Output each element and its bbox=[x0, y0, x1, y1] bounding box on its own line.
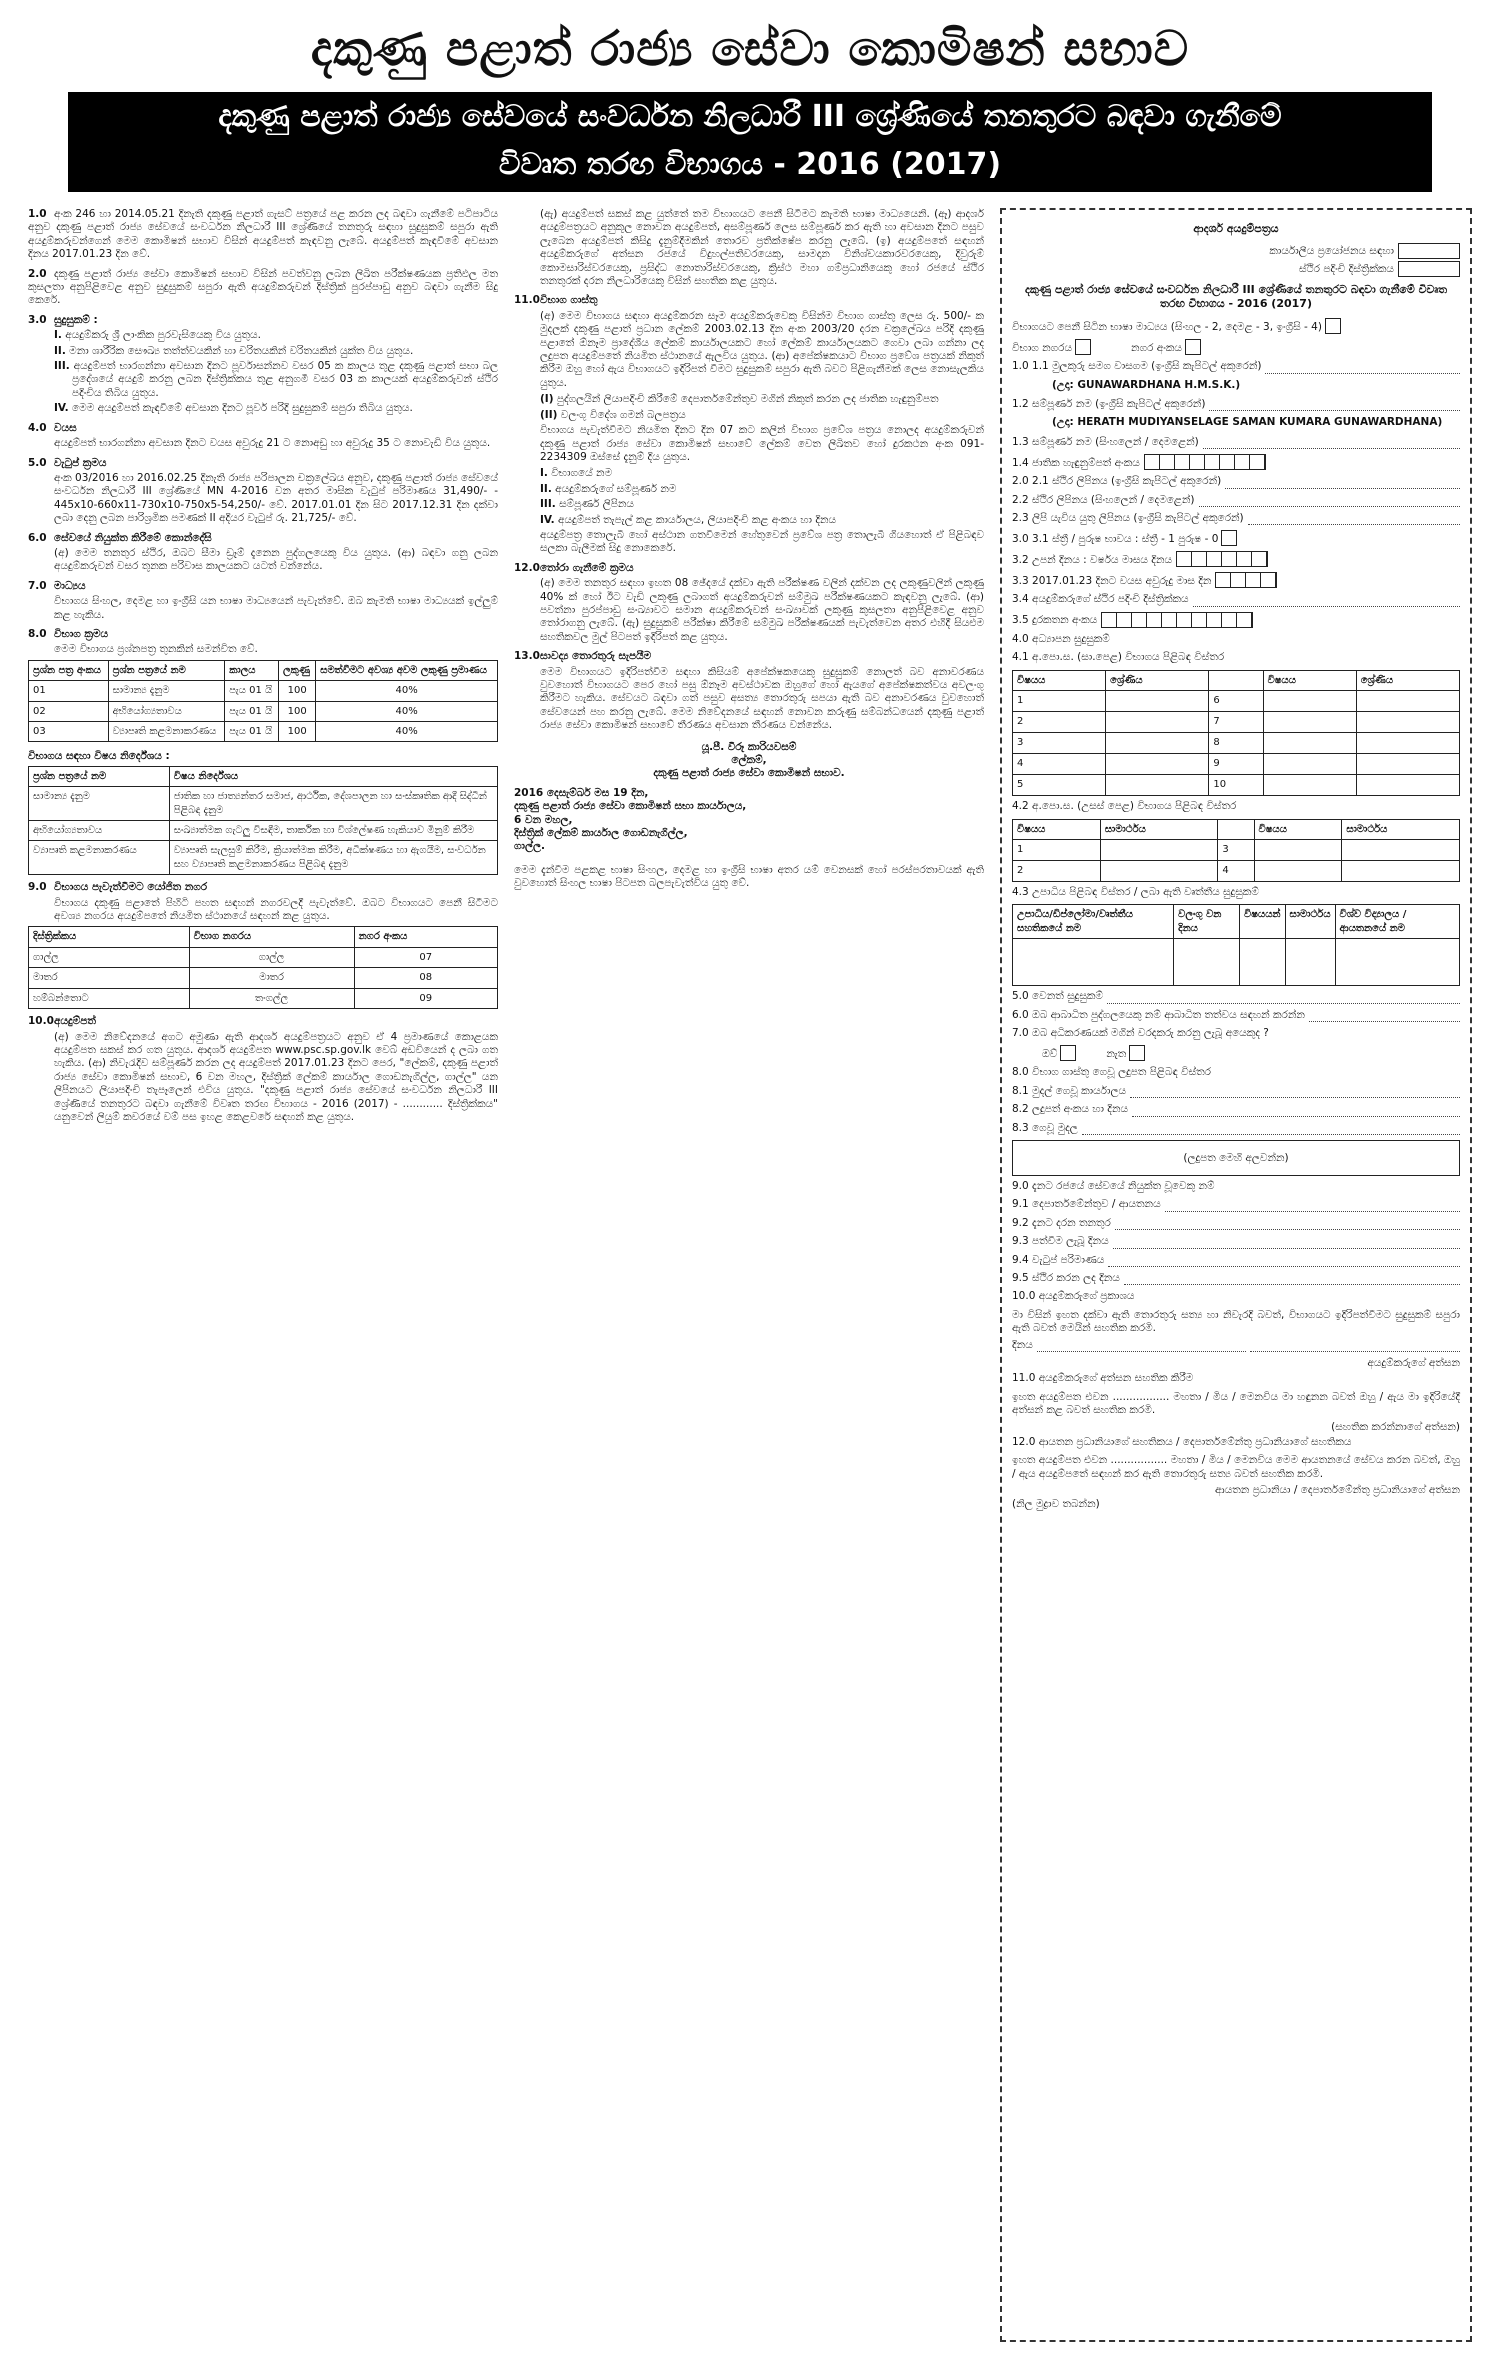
city-table: දිස්ත්‍රික්කය විභාග නගරය නගර අංකය ගාල්ල ගාල්ල 07 මාතර මාතර 08 හම්බන්තොට තංගල්ල 09 bbox=[28, 926, 498, 1009]
section-7-medium: 7.0 මාධ්‍යය විභාගය සිංහල, දෙමළ හා ඉංග්‍රීසි යන භාෂා මාධ්‍යයෙන් පැවැත්වේ. ඔබ කැමති භාෂා මාධ්‍යයක් ඉල්ලුම් කළ හැකිය. bbox=[28, 579, 498, 621]
column-1 bbox=[28, 208, 498, 2342]
section-10-applications: 10.0අයදුම්පත් (අ) මෙම නිවේදනයේ අගට අමුණා ඇති ආදර්ශ අයදුම්පත්‍රයට අනුව ඒ 4 ප්‍රමාණයේ කොළයක අයදුම්පත සකස් කර ගත යුතුය. ආදර්ශ අයදුම්පත www.psc.sp.gov.lk වෙබ් අඩවියෙන් ද ලබා ගත හැකිය. (ආ) නිවැරැදිව සම්පූර්ණ කරන ලද අයදුම්පත් 2017.01.23 දිනට පෙර, "ලේකම්, දකුණු පළාත් රාජ්‍ය සේවා කොමිෂන් සභාව, 6 වන මහල, දිස්ත්‍රික් ලේකම් කාර්යාල ගොඩනැගිල්ල, ගාල්ල" යන ලිපිනයට ලියාපදිංචි තැපෑලෙන් එවිය යුතුය. "දකුණු පළාත් රාජ්‍ය සේවයේ සංවර්ධන නිලධාරී III ශ්‍රේණියේ තනතුරට බඳවා ගැනීමේ විවෘත තරඟ විභාගය - 2016 (2017) - ............ දිස්ත්‍රික්කය" යනුවෙන් ලියුම් කවරයේ වම් පස ඉහළ කෙළවරේ සඳහන් කළ යුතුය. bbox=[28, 1015, 498, 1123]
list-item: IV. අයදුම්පත් තැපැල් කළ කාර්යාලය, ලියාපදිංචි කළ අංකය හා දිනය bbox=[540, 513, 837, 526]
receipt-paste-area[interactable]: (ලදුපත මෙහි අලවන්න) bbox=[1012, 1140, 1460, 1176]
column-2 bbox=[514, 208, 984, 2342]
district-box[interactable] bbox=[1398, 261, 1460, 277]
table-row: අභියෝග්‍යතාවය සංඛ්‍යාත්මක ගැටලු විසඳීම, තාර්කික හා විශ්ලේෂණ හැකියාව මිනුම් කිරීම bbox=[29, 821, 498, 841]
medium-box[interactable] bbox=[1325, 318, 1341, 334]
list-item: III. අයදුම්පත් භාරගන්නා අවසාන දිනට පූර්වාසන්නව වසර 05 ක කාලය තුළ දකුණු පළාත් සභා බල ප්‍රදේශයේ අයදුම් කරනු ලබන දිස්ත්‍රික්කය තුළ අනුගමී වසර 03 ක කාලයක් අයදුම්කරුවන් ස්ථිර පදිංචිය තිබිය යුතුය. bbox=[54, 360, 498, 399]
table-row: ගාල්ල ගාල්ල 07 bbox=[29, 947, 498, 967]
surname-field[interactable] bbox=[1265, 363, 1460, 374]
address-en-field[interactable] bbox=[1225, 478, 1460, 489]
other-qualifications-field[interactable] bbox=[1107, 993, 1460, 1004]
notice-title-line2: විවෘත තරඟ විභාගය - 2016 (2017) bbox=[498, 147, 1002, 182]
postal-address-field[interactable] bbox=[1248, 514, 1460, 525]
section-11-fees: 11.0විභාග ගාස්තු (අ) මෙම විභාගය සඳහා අයදුම්කරන සෑම අයදුම්කරුවෙකු විසින්ම විභාග ගාස්තු ලෙස රු. 500/- ක මුදලක් දකුණු පළාත් ප්‍රධාන ලේකම් 2003.02.13 දින අංක 2003/20 දරන චක්‍රලේඛය පරිදි දකුණු පළාතේ ඕනෑම ප්‍රාදේශීය ලේකම් කාර්යාලයකට හෝ ලේකම් කාර්යාලයකට ගෙවා ලබා ගන්නා ලද ලදුපත අයදුම්පතේ නියමිත ස්ථානයේ ඇලවිය යුතුය. (ආ) අපේක්ෂකයාට විභාග ප්‍රවේශ පත්‍රයක් නිකුත් කිරීම ඔහු හෝ ඇය විභාගයට ඉදිරිපත් වීමට සුදුසුකම් සපුරා ඇති බවට පිළිගැනීමක් ලෙස නොසැලකිය යුතුය. (I) පුද්ගලයින් ලියාපදිංචි කිරීමේ දෙපාර්තමේන්තුව මගින් නිකුත් කරන ලද ජාතික හැඳුනුම්පත (II) වලංගු විදේශ ගමන් බලපත්‍රය විභාගය පැවැත්වීමට නියමිත දිනට දින 07 කට කලින් විභාග ප්‍රවේශ පත්‍රය නොලද අයදුම්කරුවන් දකුණු පළාත් රාජ්‍ය සේවා කොමිෂන් සභාවේ ලේකම් වෙත ලිඛිතව හෝ දුරකථන අංක 091-2234309 ඔස්සේ දැනුම් දිය යුතුය. I. විභාගයේ නම II. අයදුම්කරුගේ සම්පූර්ණ නම III. සම්පූර්ණ ලිපිනය IV. අයදුම්පත් තැපැල් කළ කාර්යාලය, ලියාපදිංචි කළ අංකය හා දිනය අයදුම්පත්‍ර තොලැබී හෝ අස්ථාන ගතවීමෙන් හේතුවෙන් ප්‍රවේශ පත්‍ර තොලැබී ගියහොත් ඒ පිළිබඳව සලකා බැලීමක් සිදු නොකෙරේ. bbox=[514, 294, 984, 555]
fullname-sinhala-field[interactable] bbox=[1203, 438, 1460, 449]
fee-amount-field[interactable] bbox=[1082, 1124, 1460, 1135]
department-field[interactable] bbox=[1165, 1201, 1460, 1212]
al-results-table: විෂයය සාමාර්ථය විෂයය සාමාර්ථය 1 3 2 4 bbox=[1012, 819, 1460, 882]
section-10-continued: (ඇ) අයදුම්පත් සකස් කළ යුත්තේ තම විභාගයට පෙනී සිටීමට කැමති භාෂා මාධ්‍යයෙනි. (ඈ) ආදර්ශ අයදුම්පත්‍රයට අනුකූල නොවන අයදුම්පත්, අසම්පූර්ණ ලෙස සම්පූර්ණ කර ඇති හා අවසාන දිනට පසුව ලැබෙන අයදුම්පත් කිසිදු දැනුම්දීමකින් තොරව ප්‍රතික්ෂේප කරනු ලැබේ. (ඉ) අයදුම්පතේ සඳහන් අයදුම්කරුගේ අත්සන රජයේ විදුහල්පතිවරයෙකු, සාමදාන විනිශ්චයකාරවරයෙකු, දිවුරුම් කොමසාරිස්වරයෙකු, ප්‍රසිද්ධ නොතාරිස්වරයෙකු, ක්‍රිස්ථ මහා ගම්ප්‍රධානියෙකු හෝ රජයේ ස්ථිර තනතුරක් දරන නිලධාරියෙකු විසින් සහතික කළ යුතුය. bbox=[540, 208, 984, 288]
table-row[interactable]: 1 3 bbox=[1013, 839, 1460, 860]
city-number-box[interactable] bbox=[1185, 339, 1201, 355]
section-4-age: 4.0 වයස අයදුම්පත් භාරගන්නා අවසාන දිනට වයස අවුරුදු 21 ට නොඅඩු හා අවුරුදු 35 ට නොවැඩි විය යුතුය. bbox=[28, 421, 491, 450]
table-row: 03 ව්‍යාපෘති කළමනාකරණය පැය 01 යි 100 40% bbox=[29, 722, 498, 742]
district-field[interactable] bbox=[1193, 596, 1460, 607]
table-row: මාතර මාතර 08 bbox=[29, 968, 498, 988]
applicant-signature-field[interactable] bbox=[1250, 1341, 1460, 1352]
conviction-no-box[interactable] bbox=[1129, 1045, 1145, 1061]
current-post-field[interactable] bbox=[1115, 1219, 1460, 1230]
nic-boxes[interactable] bbox=[1144, 454, 1266, 470]
table-row[interactable] bbox=[1013, 939, 1460, 986]
org-title: දකුණු පළාත් රාජ්‍ය සේවා කොමිෂන් සභාව bbox=[310, 21, 1190, 77]
section-8-exam: 8.0 විභාග ක්‍රමය මෙම විභාගය ප්‍රශ්නපත්‍ර තුනකින් සමන්විත වේ. ප්‍රශ්න පත්‍ර අංකය ප්‍රශ්න පත්‍රයේ නම කාලය ලකුණු සමත්වීමට අවශ්‍ය අවම ලකුණු ප්‍රමාණය 01 සාමාන්‍ය දැනුම පැය 01 යි 100 40% 02 අභියෝග්‍යතාවය පැය 01 යි 100 40% 03 ව්‍යාපෘති කළමනාකරණය පැය 01 යි 100 40% විභාගය සඳහා විෂය නිර්දේශය : ප්‍රශ්න පත්‍රයේ නම විෂය නිර්දේශය සාමාන්‍ය දැනුම ජාතික හා ජාත්‍යන්තර සමාජ, ආර්ථික, දේශපාලන හා සංස්කෘතික ආදී සිද්ධීන් පිළිබඳ දැනුම අභියෝග්‍යතාවය සංඛ්‍යාත්මක ගැටලු විසඳීම, තාර්කික හා විශ්ලේෂණ හැකියාව මිනුම් කිරීම ව්‍යාපෘති කළමනාකරණය ව්‍යාපෘති සැලසුම් කිරීම, ක්‍රියාත්මක කිරීම, අධීක්ෂණය හා ඇගයීම, සංවර්ධන සහ ව්‍යාපෘති කළමනාකරණය පිළිබඳ දැනුම bbox=[28, 628, 498, 875]
city-box[interactable] bbox=[1075, 339, 1091, 355]
fee-office-field[interactable] bbox=[1130, 1087, 1460, 1098]
list-item: III. සම්පූර්ණ ලිපිනය bbox=[540, 498, 634, 511]
address-si-field[interactable] bbox=[1199, 496, 1460, 507]
office-address: 2016 දෙසැම්බර් මස 19 දින, දකුණු පළාත් රාජ්‍ය සේවා කොමිෂන් සභා කාර්යාලය, 6 වන මහල, දිස්ත්‍රික් ලේකම් කාර්යාල ගොඩනැගිල්ල, ගාල්ල. bbox=[514, 786, 747, 853]
disability-field[interactable] bbox=[1309, 1011, 1460, 1022]
receipt-number-field[interactable] bbox=[1132, 1106, 1460, 1117]
list-item: II. අයදුම්කරුගේ සම්පූර්ණ නම bbox=[540, 482, 677, 495]
form-title: දකුණු පළාත් රාජ්‍ය සේවයේ සංවර්ධන නිලධාරී III ශ්‍රේණියේ තනතුරට බඳවා ගැනීමේ විවෘත තරඟ විභාගය - 2016 (2017) bbox=[1024, 283, 1448, 310]
table-row: හම්බන්තොට තංගල්ල 09 bbox=[29, 988, 498, 1008]
section-13-false-info: 13.0සාවද්‍ය තොරතුරු සැපයීම මෙම විභාගයට ඉදිරිපත්වීම සඳහා කිසියම් අපේක්ෂකයෙකු සුදුසුකම් නොලත් බව අනාවරණය වුවහොත් විභාගයට පෙර හෝ පසු ඕනෑම අවස්ථාවක ඔහුගේ හෝ ඇයගේ අපේක්ෂකත්වය අවලංගු කිරීමට හැකිය. සේවයට බඳවා ගත් පසුව අසත්‍ය තොරතුරු සපයා ඇති බව අනාවරණය වුවහොත් සේවයෙන් පහ කරනු ලැබේ. මෙම නිවේදනයේ සඳහන් නොවන කරුණු සම්බන්ධයෙන් දකුණු පළාත් රාජ්‍ය සේවා කොමිෂන් සභාවේ තීරණය අවසාන තීරණය වන්නේය. bbox=[514, 650, 984, 732]
section-6-conditions: 6.0 සේවයේ නියුක්ත කිරීමේ කොන්දේසි (අ) මෙම තනතුර ස්ථිර, ඔබට සීමා ඩ්‍රෑම් දැනෙන පුද්ගලයෙකු විය යුතුය. (ආ) බඳවා ගනු ලබන අයදුම්කරුවන් වසර තුනක පරිවාස කාලයකට යටත් වන්නේය. bbox=[28, 531, 498, 573]
age-boxes[interactable] bbox=[1215, 572, 1277, 588]
table-row[interactable]: 3 8 bbox=[1013, 733, 1460, 754]
list-item: I. අයදුම්කරු ශ්‍රී ලාංකික පුරවැසියෙකු විය යුතුය. bbox=[54, 329, 261, 342]
section-3-qualifications: 3.0 සුදුසුකම් : I. අයදුම්කරු ශ්‍රී ලාංකික පුරවැසියෙකු විය යුතුය. II. මනා ශාරීරික සෞඛ්‍ය තත්ත්වයකින් හා චරිතයකින් වරිතයකින් යුක්ත විය යුතුය. III. අයදුම්පත් භාරගන්නා අවසාන දිනට පූර්වාසන්නව වසර 05 ක කාලය තුළ දකුණු පළාත් සභා බල ප්‍රදේශයේ අයදුම් කරනු ලබන දිස්ත්‍රික්කය තුළ අනුගමී වසර 03 ක කාලයක් අයදුම්කරුවන් ස්ථිර පදිංචිය තිබිය යුතුය. IV. මෙම අයදුම්පත් කැඳවීමේ අවසාන දිනට පූර්ව පරිදි සුදුසුකම් සපුරා තිබිය යුතුය. bbox=[28, 313, 498, 415]
gazette-page bbox=[28, 16, 1472, 2342]
table-row: 02 අභියෝග්‍යතාවය පැය 01 යි 100 40% bbox=[29, 701, 498, 721]
section-2: 2.0 දකුණු පළාත් රාජ්‍ය සේවා කොමිෂන් සභාව විසින් පවත්වනු ලබන ලිඛිත පරීක්ෂණයක ප්‍රතිඵල මත කුසලතා අනුපිළිවෙළ අනුව සුදුසුකම් සපුරා ඇති අයදුම්කරුවන් දිස්ත්‍රික් පුරප්පාඩු අනුව බඳවා ගැනීම සිදු කෙරේ. bbox=[28, 267, 498, 307]
notice-title-line1: දකුණු පළාත් රාජ්‍ය සේවයේ සංවර්ධන නිලධාරී III ශ්‍රේණියේ තනතුරට බඳවා ගැනීමේ bbox=[218, 99, 1282, 134]
table-row: 01 සාමාන්‍ය දැනුම පැය 01 යි 100 40% bbox=[29, 681, 498, 701]
table-row[interactable]: 4 9 bbox=[1013, 754, 1460, 775]
dob-boxes[interactable] bbox=[1176, 551, 1268, 567]
section-1: 1.0 අංක 246 හා 2014.05.21 දිනැති දකුණු පළාත් ගැසට් පත්‍රයේ පළ කරන ලද බඳවා ගැනීමේ පටිපාටිය අනුව දකුණු පළාත් රාජ්‍ය සේවයේ සංවර්ධන නිලධාරී III ශ්‍රේණියේ තනතුරු සඳහා සුදුසුකම් සපුරා ඇති අයදුම්කරුවන්ගෙන් මෙම කොමිෂන් සභාව විසින් අයදුම්පත් කැඳවනු ලැබේ. අයදුම්පත් කැඳවීමේ අවසාන දිනය 2017.01.23 දින වේ. bbox=[28, 208, 498, 261]
list-item: II. මනා ශාරීරික සෞඛ්‍ය තත්ත්වයකින් හා චරිතයකින් වරිතයකින් යුක්ත විය යුතුය. bbox=[54, 344, 414, 357]
table-row[interactable]: 1 6 bbox=[1013, 691, 1460, 712]
gender-box[interactable] bbox=[1221, 530, 1237, 546]
table-row[interactable]: 2 7 bbox=[1013, 712, 1460, 733]
form-heading: ආදර්ශ අයදුම්පත්‍රය bbox=[1193, 222, 1279, 235]
language-footnote: මෙම දැන්වීම පළකළ භාෂා සිංහල, දෙමළ හා ඉංග්‍රීසි භාෂා අතර යම් වෙනසක් හෝ පරස්පරතාවයක් ඇති වුවහොත් සිංහල භාෂා පිටපත බලපැවැත්විය යුතු වේ. bbox=[514, 863, 984, 890]
syllabus-table: ප්‍රශ්න පත්‍රයේ නම විෂය නිර්දේශය සාමාන්‍ය දැනුම ජාතික හා ජාත්‍යන්තර සමාජ, ආර්ථික, දේශපාලන හා සංස්කෘතික ආදී සිද්ධීන් පිළිබඳ දැනුම අභියෝග්‍යතාවය සංඛ්‍යාත්මක ගැටලු විසඳීම, තාර්කික හා විශ්ලේෂණ හැකියාව මිනුම් කිරීම ව්‍යාපෘති කළමනාකරණය ව්‍යාපෘති සැලසුම් කිරීම, ක්‍රියාත්මක කිරීම, අධීක්ෂණය හා ඇගයීම, සංවර්ධන සහ ව්‍යාපෘති කළමනාකරණය පිළිබඳ දැනුම bbox=[28, 766, 498, 875]
section-12-selection: 12.0තෝරා ගැනීමේ ක්‍රමය (අ) මෙම තනතුර සඳහා ඉහත 08 ඡේදයේ දක්වා ඇති පරීක්ෂණ වලින් දක්වන ලද ලකුණුවලින් ලකුණු 40% ක් හෝ ඊට වැඩි ලකුණු ලබාගත් අයදුම්කරුවන් සම්මුඛ පරීක්ෂණයකට කැඳවනු ලැබේ. (ආ) පවත්නා පුරප්පාඩු සංඛ්‍යාවට සමාන අයදුම්කරුවන් සංඛ්‍යාවක් ලකුණු කුසලතා අනුපිළිවෙළ අනුව තෝරාගනු ලැබේ. (ඇ) සුදුසුකම් පරීක්ෂා කිරීමේ සම්මුඛ පරීක්ෂණයක් පැවැත්වෙන අතර එහිදී සියළුම සහතිකවල මුල් පිටපත් ඉදිරිපත් කළ යුතුය. bbox=[514, 561, 984, 643]
list-item: IV. මෙම අයදුම්පත් කැඳවීමේ අවසාන දිනට පූර්ව පරිදි සුදුසුකම් සපුරා තිබිය යුතුය. bbox=[54, 402, 413, 415]
section-5-salary: 5.0 වැටුප් ක්‍රමය අංක 03/2016 හා 2016.02.25 දිනැති රාජ්‍ය පරිපාලන චක්‍රලේඛය අනුව, දකුණු පළාත් රාජ්‍ය සේවයේ සංවර්ධන නිලධාරී III ශ්‍රේණියේ MN 4-2016 වන අතර මාසික වැටුප් පරිමාණය 31,490/- - 445x10-660x11-730x10-750x5-54,250/- වේ. 2017.01.01 දින සිට 2017.12.31 දින දක්වා ලබා දෙනු ලබන පාරිශ්‍රමික පමණක් II අදියර වැටුප් රු. 21,725/- වේ. bbox=[28, 456, 498, 525]
table-row: සාමාන්‍ය දැනුම ජාතික හා ජාත්‍යන්තර සමාජ, ආර්ථික, දේශපාලන හා සංස්කෘතික ආදී සිද්ධීන් පිළිබඳ දැනුම bbox=[29, 787, 498, 821]
salary-scale-field[interactable] bbox=[1108, 1256, 1460, 1267]
list-item: (II) වලංගු විදේශ ගමන් බලපත්‍රය bbox=[540, 408, 686, 421]
appointment-date-field[interactable] bbox=[1113, 1238, 1460, 1249]
office-use-box[interactable] bbox=[1398, 243, 1460, 259]
list-item: I. විභාගයේ නම bbox=[540, 467, 613, 480]
application-form: ආදර්ශ අයදුම්පත්‍රය කාර්යාලීය ප්‍රයෝජනය සඳහා ස්ථිර පදිංචි දිස්ත්‍රික්කය දකුණු පළාත් රාජ්‍ය සේවයේ සංවර්ධන නිලධාරී III ශ්‍රේණියේ තනතුරට බඳවා ගැනීමේ විවෘත තරඟ විභාගය - 2016 (2017) විභාගයට පෙනී සිටින භාෂා මාධ්‍යය (සිංහල - 2, දෙමළ - 3, ඉංග්‍රීසි - 4) විභාග නගරය නගර අංකය 1.0 1.1 මුලකුරු සමග වාසගම (ඉංග්‍රීසි කැපිටල් අකුරෙන්) (උදා: GUNAWARDHANA H.M.S.K.) 1.2 සම්පූර්ණ නම (ඉංග්‍රීසි කැපිටල් අකුරෙන්) (උදා: HERATH MUDIYANSELAGE SAMAN KUMARA GUNAWARDHANA) 1.3 සම්පූර්ණ නම (සිංහලෙන් / දෙමළෙන්) 1.4 ජාතික හැඳුනුම්පත් අංකය 2.0 2.1 ස්ථිර ලිපිනය (ඉංග්‍රීසි කැපිටල් අකුරෙන්) 2.2 ස්ථිර ලිපිනය (සිංහලෙන් / දෙමළෙන්) 2.3 ලිපි යැවිය යුතු ලිපිනය (ඉංග්‍රීසි කැපිටල් අකුරෙන්) 3.0 3.1 ස්ත්‍රී / පුරුෂ භාවය : ස්ත්‍රී - 1 පුරුෂ - 0 3.2 උපන් දිනය : වර්ෂය මාසය දිනය 3.3 2017.01.23 දිනට වයස අවුරුදු මාස දින 3.4 අයදුම්කරුගේ ස්ථිර පදිංචි දිස්ත්‍රික්කය 3.5 දුරකතන අංකය 4.0 අධ්‍යාපන සුදුසුකම් 4.1 අ.පො.ස. (සා.පෙළ) විභාගය පිළිබඳ විස්තර විෂයය ශ්‍රේණිය විෂයය ශ්‍රේණිය 1 6 2 7 3 8 4 9 5 10 4.2 අ.පො.ස. (උසස් පෙළ) විභාගය පිළිබඳ විස්තර විෂයය සාමාර්ථය විෂයය සාමාර්ථය 1 3 2 4 4.3 උපාධිය පිළිබඳ විස්තර / ලබා ඇති වෘත්තීය සුදුසුකම් උපාධිය/ඩිප්ලෝමා/වෘත්තීය සහතිකයේ නම වලංගු වන දිනය විෂයයන් සාමාර්ථය විශ්ව විද්‍යාලය / ආයතනයේ නම 5.0 වෙනත් සුදුසුකම් 6.0 ඔබ ආබාධිත පුද්ගලයෙකු නම් ආබාධිත තත්වය සඳහන් කරන්න 7.0 ඔබ අධිකරණයක් මගින් වරදකරු කරනු ලැබූ අයෙකුද ? ඔව් නැත 8.0 විභාග ගාස්තු ගෙවූ ලදුපත පිළිබඳ විස්තර 8.1 මුදල් ගෙවූ කාර්යාලය 8.2 ලදුපත් අංකය හා දිනය 8.3 ගෙවූ මුදල (ලදුපත මෙහි අලවන්න) 9.0 දැනට රජයේ සේවයේ නියුක්ත වූවෙකු නම් 9.1 දෙපාර්තමේන්තුව / ආයතනය 9.2 දැනට දරන තනතුර 9.3 පත්වීම ලැබූ දිනය 9.4 වැටුප් පරිමාණය 9.5 ස්ථිර කරන ලද දිනය 10.0 අයදුම්කරුගේ ප්‍රකාශය මා විසින් ඉහත දක්වා ඇති තොරතුරු සත්‍ය හා නිවැරදි බවත්, විභාගයට ඉදිරිපත්වීමට සුදුසුකම් සපුරා ඇති බවත් මෙයින් සහතික කරමි. දිනය අයදුම්කරුගේ අත්සන 11.0 අයදුම්කරුගේ අත්සන සහතික කිරීම ඉහත අයදුම්පත එවන ................. මහතා / මිය / මෙනවිය මා හඳුනන බවත් ඔහු / ඇය මා ඉදිරියේදී අත්සන් කළ බවත් සහතික කරමි. (සහතික කරන්නාගේ අත්සන) 12.0 ආයතන ප්‍රධානියාගේ සහතිකය / දෙපාර්තමේන්තු ප්‍රධානියාගේ සහතිකය ඉහත අයදුම්පත එවන ................. මහතා / මිය / මෙනවිය මෙම ආයතනයේ සේවය කරන බවත්, ඔහු / ඇය අයදුම්පතේ සඳහන් කර ඇති තොරතුරු සත්‍ය බවත් සහතික කරමි. ආයතන ප්‍රධානියා / දෙපාර්තමේන්තු ප්‍රධානියාගේ අත්සන (නිල මුද්‍රාව තබන්න) bbox=[1000, 208, 1472, 2342]
fullname-field[interactable] bbox=[1209, 400, 1460, 411]
phone-boxes[interactable] bbox=[1101, 612, 1253, 628]
table-row[interactable]: 2 4 bbox=[1013, 860, 1460, 881]
notice-banner bbox=[68, 92, 1432, 192]
list-item: (I) පුද්ගලයින් ලියාපදිංචි කිරීමේ දෙපාර්තමේන්තුව මගින් නිකුත් කරන ලද ජාතික හැඳුනුම්පත bbox=[540, 393, 939, 406]
signature-block: යූ.පී. වීරූ කාරියවසම් ලේකම්, දකුණු පළාත් රාජ්‍ය සේවා කොමිෂන් සභාව. bbox=[653, 740, 845, 780]
table-row[interactable]: 5 10 bbox=[1013, 775, 1460, 796]
confirmed-date-field[interactable] bbox=[1124, 1274, 1460, 1285]
degree-table: උපාධිය/ඩිප්ලෝමා/වෘත්තීය සහතිකයේ නම වලංගු වන දිනය විෂයයන් සාමාර්ථය විශ්ව විද්‍යාලය / ආයතනයේ නම bbox=[1012, 904, 1460, 986]
section-9-cities: 9.0 විභාගය පැවැත්වීමට යෝජිත නගර විභාගය දකුණු පළාතේ පිහිටි පහත සඳහන් නගරවලදී පැවැත්වේ. ඔබට විභාගයට පෙනී සිටීමට අවශ්‍ය නගරය අයදුම්පතේ නියමිත ස්ථානයේ සඳහන් කළ යුතුය. දිස්ත්‍රික්කය විභාග නගරය නගර අංකය ගාල්ල ගාල්ල 07 මාතර මාතර 08 හම්බන්තොට තංගල්ල 09 bbox=[28, 881, 498, 1009]
table-row: ව්‍යාපෘති කළමනාකරණය ව්‍යාපෘති සැලසුම් කිරීම, ක්‍රියාත්මක කිරීම, අධීක්ෂණය හා ඇගයීම, සංවර්ධන සහ ව්‍යාපෘති කළමනාකරණය පිළිබඳ දැනුම bbox=[29, 841, 498, 875]
conviction-yes-box[interactable] bbox=[1060, 1045, 1076, 1061]
ol-results-table: විෂයය ශ්‍රේණිය විෂයය ශ්‍රේණිය 1 6 2 7 3 8 4 9 5 10 bbox=[1012, 670, 1460, 796]
declaration-date-field[interactable] bbox=[1037, 1341, 1247, 1352]
exam-table: ප්‍රශ්න පත්‍ර අංකය ප්‍රශ්න පත්‍රයේ නම කාලය ලකුණු සමත්වීමට අවශ්‍ය අවම ලකුණු ප්‍රමාණය 01 සාමාන්‍ය දැනුම පැය 01 යි 100 40% 02 අභියෝග්‍යතාවය පැය 01 යි 100 40% 03 ව්‍යාපෘති කළමනාකරණය පැය 01 යි 100 40% bbox=[28, 660, 498, 743]
